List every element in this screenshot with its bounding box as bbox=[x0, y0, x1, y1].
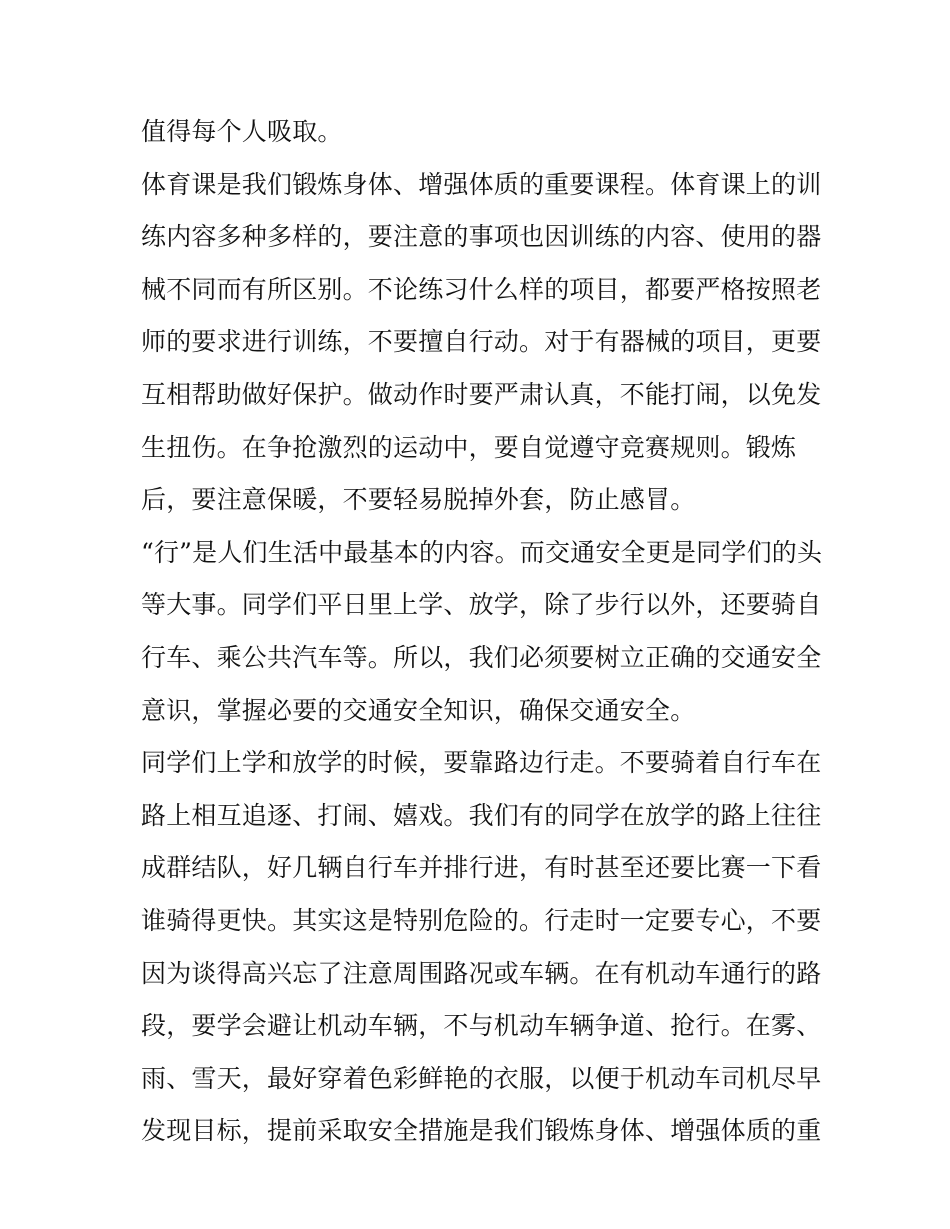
text-line: 因为谈得高兴忘了注意周围路况或车辆。在有机动车通行的路 bbox=[141, 958, 822, 988]
text-line: 械不同而有所区别。不论练习什么样的项目，都要严格按照老 bbox=[141, 274, 822, 304]
text-line: 行车、乘公共汽车等。所以，我们必须要树立正确的交通安全 bbox=[141, 642, 822, 672]
text-line: 互相帮助做好保护。做动作时要严肃认真，不能打闹，以免发 bbox=[141, 379, 822, 409]
text-line: 生扭伤。在争抢激烈的运动中，要自觉遵守竞赛规则。锻炼 bbox=[141, 432, 797, 462]
text-line: 发现目标，提前采取安全措施是我们锻炼身体、增强体质的重 bbox=[141, 1116, 822, 1146]
text-line: 后，要注意保暖，不要轻易脱掉外套，防止感冒。 bbox=[141, 485, 696, 515]
text-line: 师的要求进行训练，不要擅自行动。对于有器械的项目，更要 bbox=[141, 327, 822, 357]
text-line: 路上相互追逐、打闹、嬉戏。我们有的同学在放学的路上往往 bbox=[141, 800, 822, 830]
text-line: 意识，掌握必要的交通安全知识，确保交通安全。 bbox=[141, 695, 696, 725]
text-line: 同学们上学和放学的时候，要靠路边行走。不要骑着自行车在 bbox=[141, 748, 822, 778]
text-line: 谁骑得更快。其实这是特别危险的。行走时一定要专心，不要 bbox=[141, 905, 822, 935]
body-text bbox=[141, 106, 821, 1158]
text-line: 值得每个人吸取。 bbox=[141, 117, 343, 146]
text-line: 成群结队，好几辆自行车并排行进，有时甚至还要比赛一下看 bbox=[141, 853, 822, 883]
text-line: “行”是人们生活中最基本的内容。而交通安全更是同学们的头 bbox=[141, 537, 823, 567]
text-line: 练内容多种多样的，要注意的事项也因训练的内容、使用的器 bbox=[141, 222, 822, 252]
text-line: 雨、雪天，最好穿着色彩鲜艳的衣服，以便于机动车司机尽早 bbox=[141, 1063, 822, 1093]
text-line: 段，要学会避让机动车辆，不与机动车辆争道、抢行。在雾、 bbox=[141, 1011, 822, 1041]
text-line: 等大事。同学们平日里上学、放学，除了步行以外，还要骑自 bbox=[141, 590, 822, 620]
text-line: 体育课是我们锻炼身体、增强体质的重要课程。体育课上的训 bbox=[141, 169, 822, 199]
